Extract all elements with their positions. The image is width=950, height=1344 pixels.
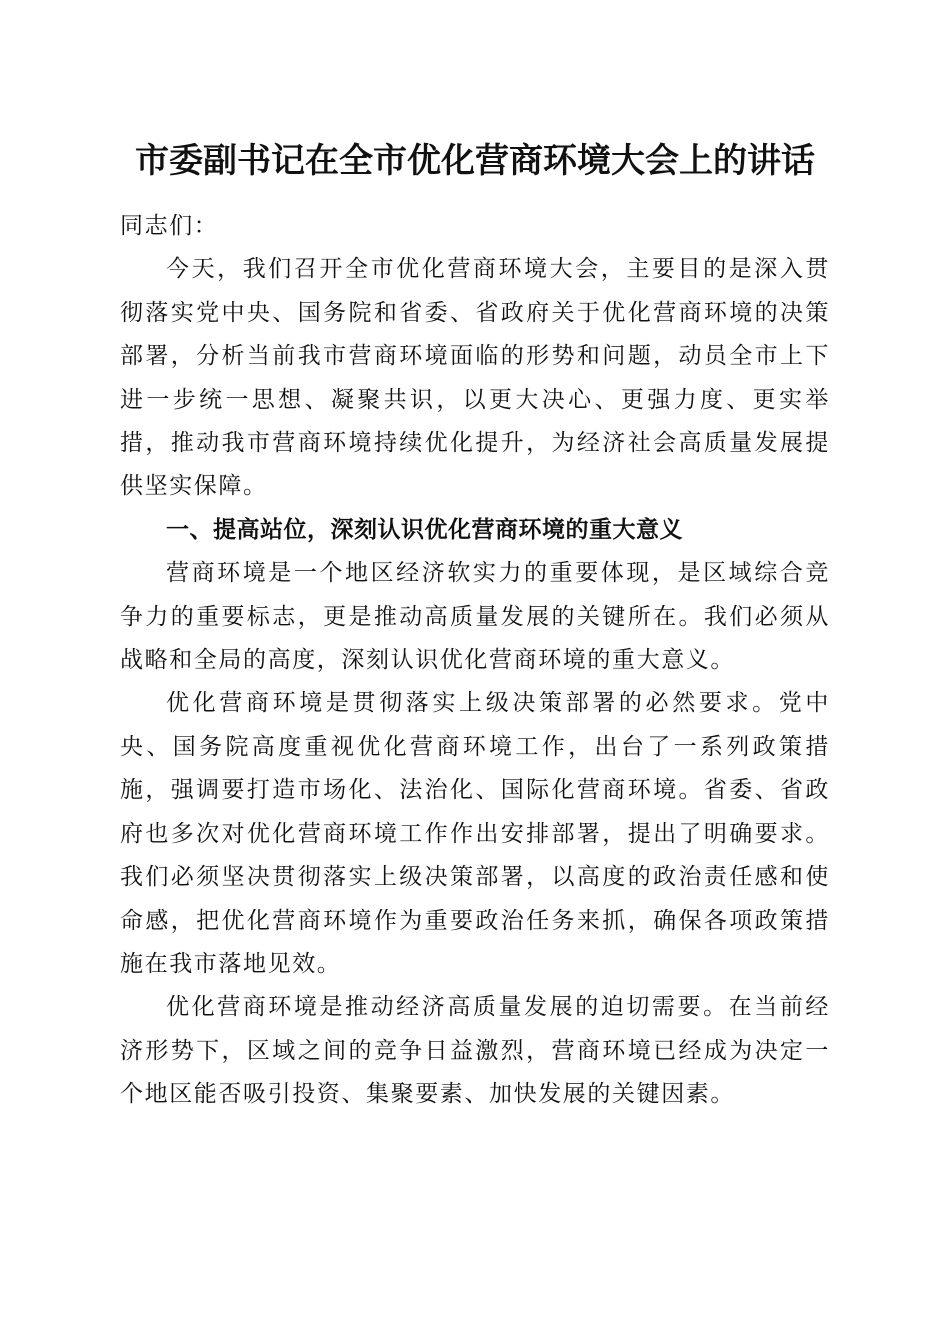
page-title: 市委副书记在全市优化营商环境大会上的讲话: [135, 141, 815, 181]
paragraph-significance: 营商环境是一个地区经济软实力的重要体现，是区域综合竞争力的重要标志，更是推动高质量发展的关键所在。我们必须从战略和全局的高度，深刻认识优化营商环境的重大意义。: [120, 560, 830, 674]
salutation: 同志们：: [120, 213, 219, 239]
document-body: [120, 205, 830, 1117]
paragraph-intro: 今天，我们召开全市优化营商环境大会，主要目的是深入贯彻落实党中央、国务院和省委、省政府关于优化营商环境的决策部署，分析当前我市营商环境面临的形势和问题，动员全市上下进一步统一思想、凝聚共识，以更大决心、更强力度、更实举措，推动我市营商环境持续优化提升，为经济社会高质量发展提供坚实保障。: [120, 256, 830, 500]
paragraph-development-need: 优化营商环境是推动经济高质量发展的迫切需要。在当前经济形势下，区域之间的竞争日益激烈，营商环境已经成为决定一个地区能否吸引投资、集聚要素、加快发展的关键因素。: [120, 994, 830, 1108]
section-heading: 一、提高站位，深刻认识优化营商环境的重大意义: [166, 516, 683, 543]
paragraph-requirement: 优化营商环境是贯彻落实上级决策部署的必然要求。党中央、国务院高度重视优化营商环境工作，出台了一系列政策措施，强调要打造市场化、法治化、国际化营商环境。省委、省政府也多次对优化营商环境工作作出安排部署，提出了明确要求。我们必须坚决贯彻落实上级决策部署，以高度的政治责任感和使命感，把优化营商环境作为重要政治任务来抓，确保各项政策措施在我市落地见效。: [120, 690, 830, 977]
